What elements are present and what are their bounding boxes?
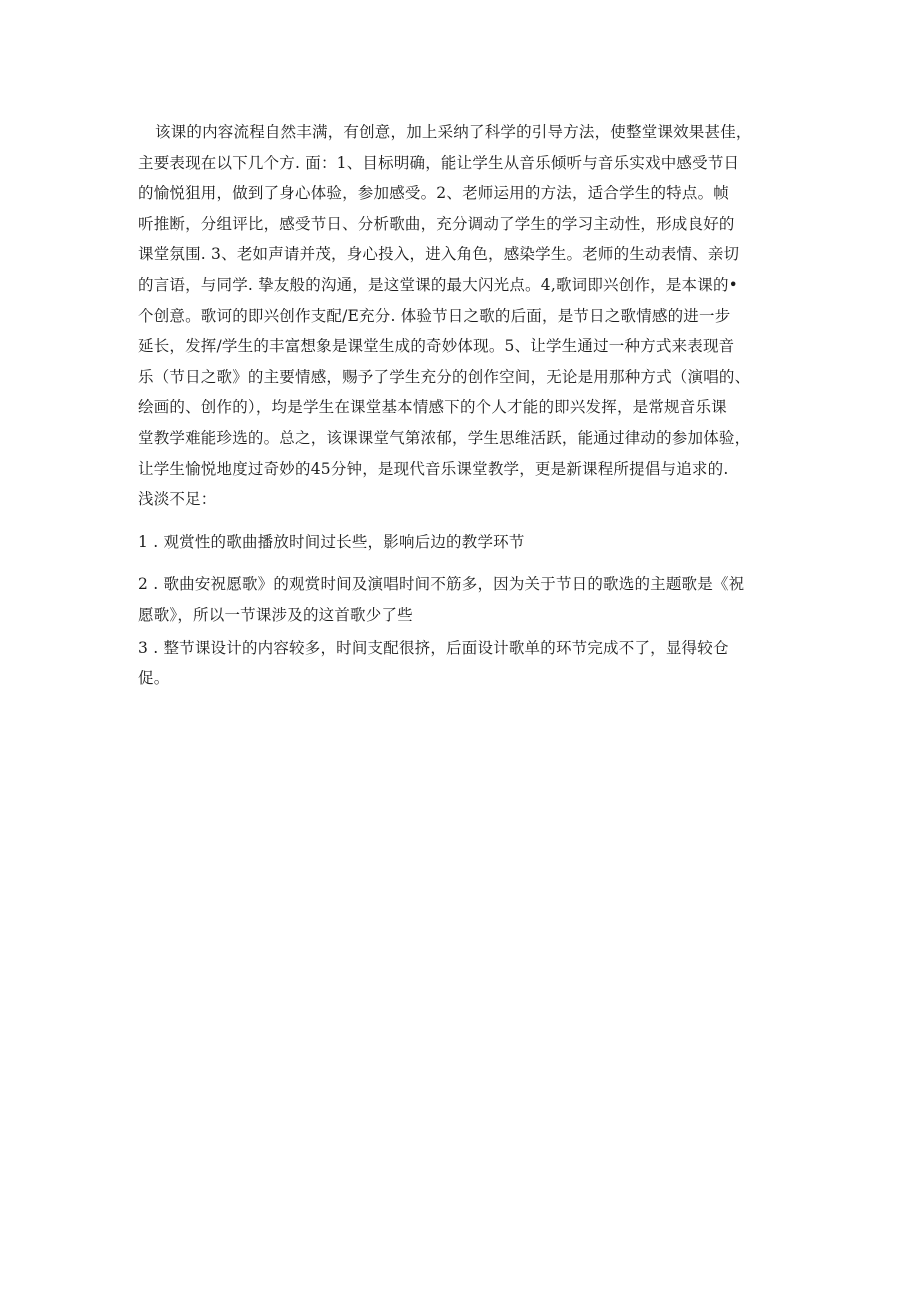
- list-item: [138, 527, 798, 558]
- paragraph-line: 的愉悦狙用，做到了身心体验，参加感受。2、老师运用的方法，适合学生的特点。帧: [138, 184, 729, 203]
- list-item-line: 促。: [138, 669, 170, 688]
- document-body: [138, 117, 798, 694]
- paragraph-line: 堂教学难能珍选的。总之，该课课堂气第浓郁，学生思维活跃，能通过律动的参加体验，: [138, 428, 751, 447]
- list-item-line: 1 . 观赏性的歌曲播放时间过长些，影响后边的教学环节: [138, 532, 525, 551]
- paragraph-line: 课堂氛围. 3、老如声请并茂，身心投入，进入角色，感染学生。老师的生动表情、亲切: [138, 245, 740, 264]
- paragraph-line: 个创意。歌诃的即兴创作支配/E充分. 体验节日之歌的后面，是节日之歌情感的进一步: [138, 306, 731, 325]
- paragraph-line: 该课的内容流程自然丰满，有创意，加上采纳了科学的引导方法，使整堂课效果甚佳，: [155, 123, 752, 141]
- paragraph-line: 乐（节日之歌》的主要情感，赐予了学生充分的创作空间，无论是用那种方式（演唱的、: [138, 367, 751, 386]
- paragraph-line: 延长，发挥/学生的丰富想象是课堂生成的奇妙体现。5、让学生通过一种方式来表现音: [138, 337, 735, 356]
- shortcomings-heading: 浅淡不足：: [138, 490, 217, 509]
- list-item-line: 愿歌》，所以一节课涉及的这首歌少了些: [138, 605, 413, 624]
- paragraph-line: 让学生愉悦地度过奇妙的45分钟，是现代音乐课堂教学，更是新课程所提倡与追求的.: [138, 459, 729, 478]
- list-item: [138, 569, 798, 630]
- list-item-line: 2 . 歌曲安祝愿歌》的观赏时间及演唱时间不筋多，因为关于节日的歌选的主题歌是《祝: [138, 575, 745, 594]
- list-item: [138, 633, 798, 694]
- paragraph-line: 绘画的、创作的），均是学生在课堂基本情感下的个人才能的即兴发挥，是常规音乐课: [138, 398, 727, 417]
- paragraph-line: 主要表现在以下几个方. 面：1、目标明确，能让学生从音乐倾听与音乐实戏中感受节日: [138, 153, 740, 172]
- list-item-line: 3 . 整节课设计的内容较多，时间支配很挤，后面设计歌单的环节完成不了，显得较仓: [138, 638, 729, 657]
- paragraph-line: 听推断，分组评比，感受节日、分析歌曲，充分调动了学生的学习主动性，形成良好的: [138, 214, 735, 233]
- main-paragraph: [138, 117, 798, 515]
- paragraph-line: 的言语，与同学. 挚友般的沟通，是这堂课的最大闪光点。4,歌词即兴创作，是本课的•: [138, 275, 738, 294]
